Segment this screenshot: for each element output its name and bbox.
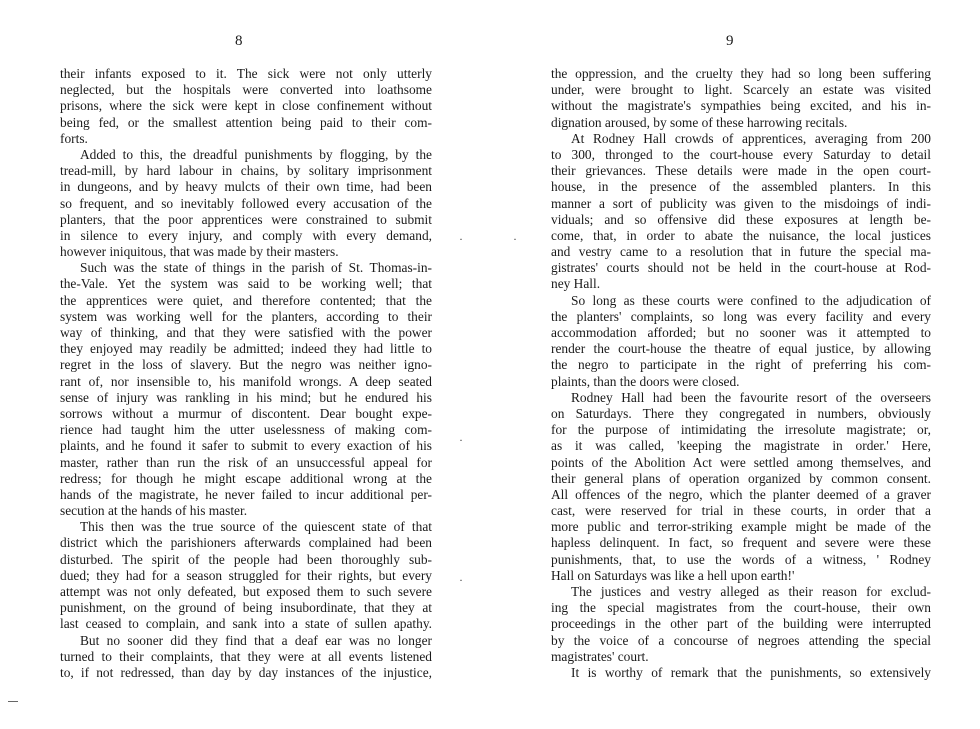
left-page-text: [60, 66, 432, 681]
text-line: system was working well for the planters, according to their: [60, 308, 432, 324]
text-line: in silence to every injury, and comply with every demand,: [60, 227, 432, 243]
text-line: disturbed. The spirit of the people had been thoroughly sub-: [60, 551, 432, 567]
text-line: At Rodney Hall crowds of apprentices, averaging from 200: [571, 130, 931, 146]
text-line: It is worthy of remark that the punishments, so extensively: [571, 664, 931, 680]
text-line: viduals; and so offensive did these exposures at length be-: [551, 211, 931, 227]
text-line: rant of, nor insensible to, his manifold wrongs. A deep seated: [60, 373, 432, 389]
gutter-speck: ·: [459, 433, 463, 447]
text-line: their grievances. These details were made in the open court-: [551, 163, 931, 179]
text-line: So long as these courts were confined to the adjudication of: [571, 292, 931, 308]
gutter-speck: ·: [459, 232, 463, 246]
text-line: proceedings in the other part of the building were interrupted: [551, 616, 931, 632]
text-line: on Saturdays. There they congregated in numbers, obviously: [551, 405, 931, 421]
text-line: so frequent, and so inevitably followed every accusation of the: [60, 195, 432, 211]
text-line: gistrates' courts should not be held in the court-house at Rod-: [551, 260, 931, 276]
text-line: sense of injury was rankling in his mind; but he endured his: [60, 389, 432, 405]
text-line: magistrates' court.: [551, 648, 649, 664]
text-line: ney Hall.: [551, 276, 601, 292]
text-line: sorrows without a murmur of discontent. Dear bought expe-: [60, 405, 432, 421]
right-page: [490, 0, 980, 729]
text-line: rience had taught him the utter uselessness of making com-: [60, 422, 432, 438]
text-line: district which the parishioners afterwards complained had been: [60, 535, 432, 551]
text-line: All offences of the negro, which the planter deemed of a graver: [551, 486, 931, 502]
text-line: come, that, in order to abate the nuisance, the local justices: [551, 227, 931, 243]
text-line: by the voice of a concourse of negroes attending the special: [551, 632, 931, 648]
gutter-speck: ·: [459, 573, 463, 587]
text-line: to, if not redressed, than day by day instances of the injustice,: [60, 664, 432, 680]
text-line: attempt was not only defeated, but exposed them to such severe: [60, 584, 432, 599]
text-line: accommodation afforded; but no sooner was it attempted to: [551, 325, 931, 340]
text-line: however iniquitous, that was made by their masters.: [60, 244, 339, 260]
text-line: way of thinking, and that they were satisfied with the power: [60, 325, 432, 340]
text-line: the apprentices were quiet, and therefore contented; that the: [60, 292, 432, 308]
text-line: the-Vale. Yet the system was said to be working well; that: [60, 276, 432, 292]
text-line: cast, were reserved for trial in these courts, in order that a: [551, 503, 931, 519]
page-number-right: 9: [726, 33, 734, 49]
text-line: redress; for though he might escape additional wrong at the: [60, 470, 432, 486]
text-line: the oppression, and the cruelty they had so long been suffering: [551, 66, 931, 81]
text-line: house, in the presence of the assembled planters. In this: [551, 179, 931, 195]
text-line: manner a sort of publicity was given to the misdoings of indi-: [551, 195, 931, 211]
text-line: last ceased to complain, and sank into a state of sullen apathy.: [60, 616, 432, 632]
text-line: points of the Abolition Act were settled among themselves, and: [551, 454, 931, 470]
text-line: turned to their complaints, that they were at all events listened: [60, 648, 432, 664]
page-number-left: 8: [235, 33, 243, 49]
text-line: render the court-house the theatre of equal justice, by allowing: [551, 341, 931, 357]
text-line: to 300, thronged to the court-house every Saturday to detail: [551, 146, 931, 162]
text-line: plaints, than the doors were closed.: [551, 373, 740, 389]
text-line: in dungeons, and by heavy mulcts of their own time, had been: [60, 179, 432, 195]
text-line: tread-mill, by hard labour in chains, by solitary imprisonment: [60, 163, 432, 179]
text-line: dued; they had for a season struggled for their rights, but every: [60, 567, 432, 583]
text-line: plaints, and he found it safer to submit to every exaction of his: [60, 438, 432, 454]
text-line: Hall on Saturdays was like a hell upon earth!': [551, 567, 795, 583]
text-line: forts.: [60, 130, 88, 146]
text-line: prisons, where the sick were kept in close confinement without: [60, 98, 432, 114]
text-line: for the purpose of intimidating the irresolute magistrate; or,: [551, 422, 931, 438]
text-line: being fed, or the smallest attention being paid to their com-: [60, 114, 432, 130]
text-line: and vestry came to a resolution that in future the special ma-: [551, 244, 931, 260]
text-line: planters, that the poor apprentices were constrained to submit: [60, 211, 432, 227]
text-line: more public and terror-striking example might be made of the: [551, 519, 931, 535]
text-line: This then was the true source of the quiescent state of that: [80, 519, 432, 535]
text-line: Rodney Hall had been the favourite resort of the overseers: [571, 389, 931, 405]
text-line: under, were brought to light. Scarcely an estate was visited: [551, 82, 931, 98]
text-line: they enjoyed may readily be admitted; indeed they had little to: [60, 341, 432, 357]
gutter-speck: ·: [513, 232, 517, 246]
text-line: But no sooner did they find that a deaf ear was no longer: [80, 632, 432, 648]
text-line: regret in the loss of slavery. But the negro was neither igno-: [60, 357, 432, 373]
text-line: punishment, on the ground of being insubordinate, that they at: [60, 600, 432, 616]
text-line: as it was called, 'keeping the magistrate in order.' Here,: [551, 438, 931, 454]
margin-mark: [8, 701, 18, 702]
text-line: their general plans of operation organized by common consent.: [551, 470, 931, 486]
right-page-text: [551, 66, 931, 681]
text-line: Added to this, the dreadful punishments by flogging, by the: [80, 146, 432, 162]
text-line: without the magistrate's sympathies being excited, and his in-: [551, 98, 931, 114]
text-line: their infants exposed to it. The sick were not only utterly: [60, 66, 432, 81]
text-line: punishments, that, to use the words of a witness, ' Rodney: [551, 551, 931, 567]
text-line: hapless delinquent. In fact, so frequent and severe were these: [551, 535, 931, 551]
text-line: ing the special magistrates from the court-house, their own: [551, 600, 931, 616]
text-line: dignation aroused, by some of these harrowing recitals.: [551, 114, 848, 130]
text-line: the planters' complaints, so long was every facility and every: [551, 308, 931, 324]
text-line: The justices and vestry alleged as their reason for exclud-: [571, 584, 931, 599]
text-line: the negro to participate in the right of preferring his com-: [551, 357, 931, 373]
text-line: neglected, but the hospitals were converted into loathsome: [60, 82, 432, 98]
text-line: hands of the magistrate, he never failed to incur additional per-: [60, 486, 432, 502]
text-line: master, rather than run the risk of an unsuccessful appeal for: [60, 454, 432, 470]
text-line: secution at the hands of his master.: [60, 503, 248, 519]
text-line: Such was the state of things in the parish of St. Thomas-in-: [80, 260, 432, 276]
